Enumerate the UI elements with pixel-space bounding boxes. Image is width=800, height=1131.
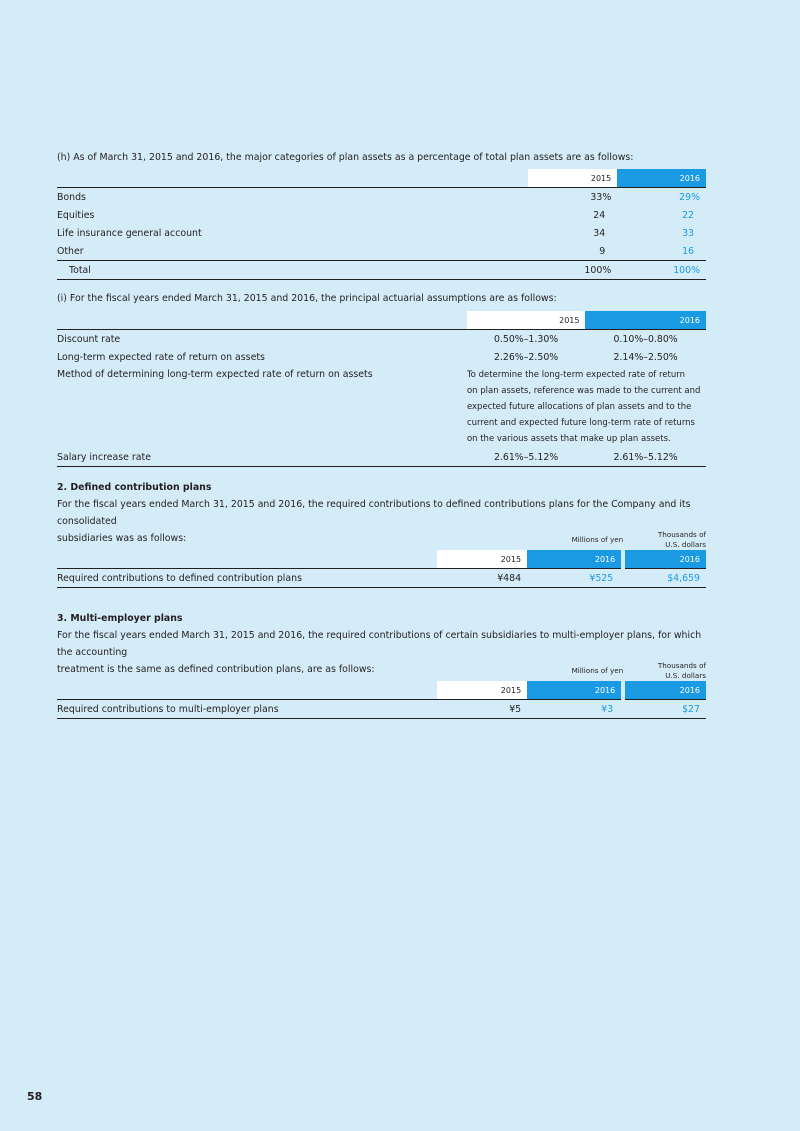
row-label: Bonds — [57, 191, 86, 203]
row-label: Life insurance general account — [57, 227, 202, 239]
year-usd-header: 2016 — [623, 681, 706, 700]
table-header — [57, 169, 706, 188]
unit-yen: Millions of yen — [571, 666, 624, 675]
value-2016: ¥3 — [527, 700, 623, 719]
table-row — [57, 700, 706, 719]
table-row — [57, 224, 706, 242]
total-row — [57, 261, 706, 280]
section-3-intro: For the fiscal years ended March 31, 2015 and 2016, the required contributions of certain subsidiaries to multi-employer plans, for which the accounting treatment is the same as defined contribution plans, are as follows: — [57, 630, 702, 675]
row-label: Long-term expected rate of return on assets — [57, 351, 265, 363]
unit-yen: Millions of yen — [571, 535, 624, 544]
year-2015-header: 2015 — [467, 311, 586, 330]
value-usd: $27 — [623, 700, 706, 719]
method-label: Method of determining long-term expected rate of return on assets — [57, 369, 373, 380]
year-2015-header: 2015 — [437, 681, 527, 700]
year-2015-header: 2015 — [437, 550, 527, 569]
table-row — [57, 569, 706, 588]
row-label: Required contributions to multi-employer plans — [57, 700, 437, 719]
value-2016: ¥525 — [527, 569, 623, 588]
unit-usd: Thousands of U.S. dollars — [657, 661, 706, 680]
section-h-intro: (h) As of March 31, 2015 and 2016, the major categories of plan assets as a percentage of total plan assets are as follows: — [57, 152, 634, 163]
table-row — [57, 348, 706, 366]
method-line: on the various assets that make up plan assets. — [466, 434, 671, 444]
method-line: To determine the long-term expected rate of return — [466, 370, 685, 380]
value-2016: 2.61%–5.12% — [585, 448, 706, 467]
section-3-title: 3. Multi-employer plans — [57, 613, 183, 624]
plan-assets-table — [57, 169, 706, 280]
row-label: Discount rate — [57, 333, 121, 345]
year-2016-header: 2016 — [527, 681, 623, 700]
year-2016-header: 2016 — [617, 169, 706, 188]
value-2016: 22 — [682, 209, 694, 221]
table-header — [57, 681, 706, 700]
method-row — [57, 366, 706, 448]
value-2015: ¥5 — [437, 700, 527, 719]
row-label: Salary increase rate — [57, 448, 467, 467]
method-description — [467, 366, 706, 448]
total-label: Total — [57, 261, 528, 280]
table-row — [57, 448, 706, 467]
page-number: 58 — [27, 1090, 43, 1103]
total-2015: 100% — [528, 261, 618, 280]
unit-row — [57, 530, 706, 550]
value-2016: 33 — [682, 227, 694, 239]
value-2016: 0.10%–0.80% — [613, 333, 678, 345]
defined-contribution-table — [57, 530, 706, 588]
table-row — [57, 206, 706, 224]
value-2015: ¥484 — [437, 569, 527, 588]
row-label: Required contributions to defined contribution plans — [57, 569, 437, 588]
value-2016: 16 — [682, 245, 694, 257]
method-line: expected future allocations of plan assets and to the — [466, 402, 692, 412]
year-2015-header: 2015 — [528, 169, 618, 188]
value-2015: 0.50%–1.30% — [493, 333, 559, 345]
value-2015: 24 — [593, 209, 606, 221]
table-header — [57, 311, 706, 330]
total-2016: 100% — [617, 261, 706, 280]
value-2016: 2.14%–2.50% — [613, 351, 678, 363]
section-2-title: 2. Defined contribution plans — [57, 482, 212, 493]
value-2015: 9 — [599, 245, 606, 257]
row-label: Other — [57, 245, 84, 257]
value-2015: 2.61%–5.12% — [467, 448, 586, 467]
multi-employer-table — [57, 661, 706, 719]
value-2015: 33% — [590, 191, 612, 203]
value-2015: 2.26%–2.50% — [493, 351, 559, 363]
value-usd: $4,659 — [623, 569, 706, 588]
section-2-intro: For the fiscal years ended March 31, 2015 and 2016, the required contributions to defined contributions plans for the Company and its consolidated subsidiaries was as follows: — [57, 499, 691, 544]
unit-usd: Thousands of U.S. dollars — [657, 530, 706, 549]
year-2016-header: 2016 — [585, 311, 706, 330]
section-i-intro: (i) For the fiscal years ended March 31, 2015 and 2016, the principal actuarial assumptions are as follows: — [57, 293, 557, 304]
value-2016: 29% — [679, 191, 700, 203]
table-row — [57, 188, 706, 207]
value-2015: 34 — [593, 227, 606, 239]
method-line: on plan assets, reference was made to the current and — [466, 386, 701, 396]
year-usd-header: 2016 — [623, 550, 706, 569]
row-label: Equities — [57, 209, 95, 221]
unit-row — [57, 661, 706, 681]
table-row — [57, 242, 706, 261]
method-line: current and expected future long-term rate of returns — [466, 418, 695, 428]
actuarial-assumptions-table — [57, 311, 706, 467]
table-row — [57, 330, 706, 349]
year-2016-header: 2016 — [527, 550, 623, 569]
table-header — [57, 550, 706, 569]
